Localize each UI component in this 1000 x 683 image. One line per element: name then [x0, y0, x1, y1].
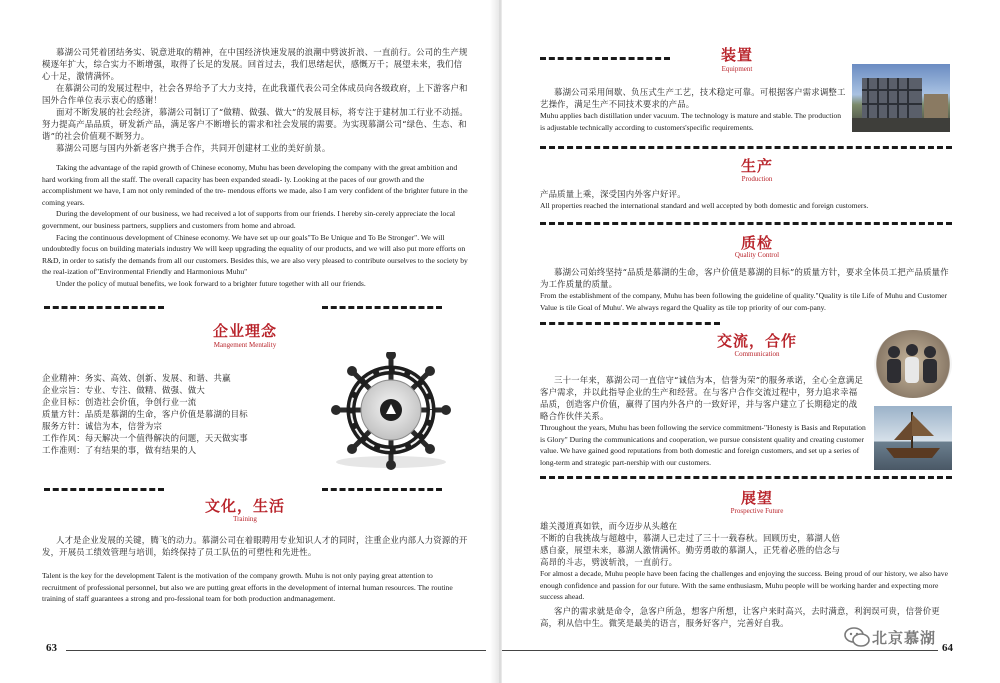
ship-photo [874, 406, 952, 470]
list-item [42, 432, 282, 444]
equipment-subtitle: Equipment [721, 65, 753, 73]
meeting-photo [874, 330, 952, 398]
equipment-english [540, 110, 846, 133]
intro-zh-paragraph: 慕湖公司愿与国内外新老客户携手合作，共同开创建材工业的美好前景。 [56, 143, 331, 153]
future-chinese [540, 520, 842, 568]
culture-subtitle: Training [233, 515, 257, 523]
list-key: 工作作风： [42, 433, 85, 443]
future-zh-closing: 客户的需求就是命令，急客户所急，想客户所想，让客户来时高兴，去时满意，利润误可贵，信誉价更高，利从信中生。微笑是最美的语言，服务好客户，完善好自我。 [540, 606, 940, 628]
production-en-paragraph: All properties reached the international standard and well accepted by both domestic and foreign customers. [540, 201, 869, 210]
quality-subtitle: Quality Control [734, 251, 780, 259]
equipment-en-paragraph: Muhu applies bach distillation under vacuum. The technology is mature and stable. The production is adjustable technically according to customers'specific requirements. [540, 111, 842, 132]
intro-en-paragraph: Taking the advantage of the rapid growth of Chinese economy, Muhu has been developing the company with the great ambition and hard working from all the staff. The overall capacity has been expanded steadi- ly. Looking at the paces of our growth and the accomplishment we have, I am not only reminded of the tre- mendous efforts we made, also I am very confident of the brighter future in the coming years. [42, 163, 468, 207]
footer-rule [502, 650, 938, 651]
page-number: 64 [942, 642, 953, 654]
communication-title: 交流，合作 [716, 332, 797, 350]
quality-chinese [540, 266, 956, 290]
list-item [42, 420, 282, 432]
section-divider [540, 322, 720, 325]
section-divider [322, 488, 442, 491]
list-item [42, 408, 282, 420]
culture-zh-paragraph: 人才是企业发展的关键，腾飞的动力。慕湖公司在着眼聘用专业知识人才的同时，注重企业内部人力资源的开发，开展员工绩效管理与培训，始终保持了员工队伍的可塑性和先进性。 [42, 535, 468, 557]
future-chinese-closing [540, 605, 940, 629]
list-item [42, 444, 282, 456]
list-item [42, 396, 282, 408]
list-item [42, 384, 282, 396]
future-title: 展望 [740, 489, 773, 507]
culture-en-paragraph: Talent is the key for the development Talent is the motivation of the company growth. Muhu is not only paying great attention to recruitment of professional personnel, but also we are putting great efforts in the development of internal human resources. The routine training of staff guarantees a strong and pro-fessional team for both production andmanagement. [42, 571, 453, 604]
right-page [502, 0, 1000, 683]
future-en-paragraph: For almost a decade, Muhu people have been facing the challenges and enjoying the success. Being proud of our history, we also have enough confidence and passion for our future. With the same enthusiasm, Muhu people will be working harder and expecting more success ahead. [540, 569, 948, 602]
people-icon [874, 330, 952, 398]
production-zh-paragraph: 产品质量上乘，深受国内外客户好评。 [540, 189, 686, 199]
list-value: 每天解决一个值得解决的问题，天天做实事 [84, 433, 248, 443]
equipment-zh-paragraph: 慕湖公司采用间歇、负压式生产工艺，技术稳定可靠。可根据客户需求调整工艺操作，满足生产不同技术要求的产品。 [540, 87, 846, 109]
list-key: 企业精神： [42, 373, 85, 383]
communication-zh-paragraph: 三十一年来，慕湖公司一直信守“诚信为本，信誉为荣”的服务承诺，全心全意满足客户需求，并以此指导企业的生产和经营。在与客户合作交流过程中，努力追求幸福品质，创造客户价值，赢得了国内外各户的一致好评，并与客户建立了长期稳定的战略合作伙伴关系。 [540, 375, 864, 421]
mentality-subtitle: Mangement Mentality [213, 341, 277, 349]
quality-en-paragraph: From the establishment of the company, Muhu has been following the guideline of quality."Quality is tile Life of Muhu and Customer Value is tile Goal of Muhu'. We always regard the Quality as tile top priority of our com-pany. [540, 291, 948, 312]
section-divider [540, 57, 670, 60]
list-key: 企业宗旨： [42, 385, 85, 395]
list-value: 诚信为本，信誉为宗 [84, 421, 163, 431]
intro-zh-paragraph: 面对不断发展的社会经济，慕湖公司制订了“做精、做强、做大”的发展目标，将专注于建材加工行业不动摇。努力提高产品品质，研发新产品，满足客户不断增长的需求和社会发展的需要。为实现慕湖公司“绿色、生态、和谐”的社会价值观不断努力。 [42, 107, 468, 141]
list-key: 服务方针： [42, 421, 85, 431]
culture-title: 文化，生活 [204, 497, 285, 515]
mentality-list [42, 372, 282, 456]
list-value: 专业、专注、做精、做强、做大 [84, 385, 205, 395]
quality-title: 质检 [740, 234, 773, 252]
culture-english [42, 570, 468, 605]
intro-en-paragraph: Under the policy of mutual benefits, we look forward to a brighter future together with all our friends. [56, 278, 366, 288]
watermark-text: 北京慕湖 [872, 629, 937, 647]
quality-english [540, 290, 958, 313]
section-divider [44, 306, 164, 309]
list-value: 品质是慕湖的生命，客户价值是慕湖的目标 [84, 409, 248, 419]
list-item [42, 372, 282, 384]
future-zh-paragraph: 不断的自我挑战与超越中，慕湖人已走过了三十一载春秋。回顾历史，慕湖人倍感自豪，展望未来，慕湖人激情满怀。勤劳勇敢的慕湖人，正凭着必胜的信念与高昂的斗志，劈波斩浪，一直前行。 [540, 533, 841, 567]
intro-zh-paragraph: 在慕湖公司的发展过程中，社会各界给予了大力支持，在此我谨代表公司全体成员向各级政府，上下游客户和国外合作单位表示衷心的感谢！ [42, 83, 468, 105]
future-zh-line: 雄关漫道真如铁，而今迈步从头越在 [540, 521, 678, 531]
section-divider [322, 306, 442, 309]
sailing-ship-icon [874, 406, 952, 470]
mentality-title: 企业理念 [212, 322, 277, 340]
equipment-photo [852, 64, 950, 132]
section-divider [44, 488, 164, 491]
communication-subtitle: Communication [734, 350, 780, 358]
intro-english [42, 162, 468, 290]
list-key: 企业目标： [42, 397, 85, 407]
future-subtitle: Prospective Future [730, 507, 784, 515]
left-page [0, 0, 498, 683]
future-english [540, 568, 952, 603]
ship-wheel-icon [316, 352, 466, 470]
production-subtitle: Production [741, 175, 773, 183]
page-number: 63 [46, 642, 57, 654]
intro-en-paragraph: During the development of our business, we had received a lot of supports from our friends. I hereby sin-cerely appreciate the local government, our business partners, suppliers and customers from home and abroad. [42, 209, 456, 230]
list-value: 务实、高效、创新、发展、和谐、共赢 [84, 373, 231, 383]
intro-en-paragraph: Facing the continuous development of Chinese economy. We have set up our goals"To Be Unique and To Be Stronger". We will undoubtedly focus on building materials industry We will keep upgrading the equality of our products, and we will also put more efforts on R&D, in order to satisfy the demands from all our customers. Besides this, we are also very pleased to contribute ourselves to the society by the real-ization of"Environmental Friendly and Harmonious Muhu" [42, 232, 468, 277]
communication-english [540, 422, 868, 468]
list-value: 创造社会价值，争创行业一流 [84, 397, 197, 407]
production-chinese [540, 188, 960, 200]
section-divider [540, 476, 952, 479]
list-key: 质量方针： [42, 409, 85, 419]
culture-chinese [42, 534, 468, 558]
production-title: 生产 [740, 157, 773, 175]
list-value: 了有结果的事，做有结果的人 [84, 445, 197, 455]
footer-rule [66, 650, 486, 651]
section-divider [540, 222, 952, 225]
factory-icon [852, 64, 950, 132]
section-divider [540, 146, 952, 149]
wechat-icon [844, 626, 870, 648]
production-english [540, 200, 960, 212]
equipment-chinese [540, 86, 846, 110]
intro-zh-paragraph: 慕湖公司凭着团结务实、锐意进取的精神，在中国经济快速发展的浪潮中劈波折浪、一直前行。公司的生产规模逐年扩大，综合实力不断增强，取得了长足的发展。回首过去，我们思绪起伏，感慨万千；展望未来，我们信心十足，激情满怀。 [42, 47, 468, 81]
list-key: 工作准则： [42, 445, 85, 455]
communication-chinese [540, 374, 864, 422]
quality-zh-paragraph: 慕湖公司始终坚持“品质是慕湖的生命，客户价值是慕湖的目标”的质量方针，要求全体员工把产品质量作为工作质量的质量。 [540, 267, 949, 289]
communication-en-paragraph: Throughout the years, Muhu has been following the service commitment-"Honesty is Basis and Reputation is Glory" During the communications and cooperation, we pursue consistent quality and creating customer value. We have gained good reputations from both domestic and foreign customers, and set up a series of long-term and strategic part-nership with our customers. [540, 423, 866, 467]
intro-chinese [42, 46, 468, 154]
equipment-title: 装置 [720, 46, 753, 64]
